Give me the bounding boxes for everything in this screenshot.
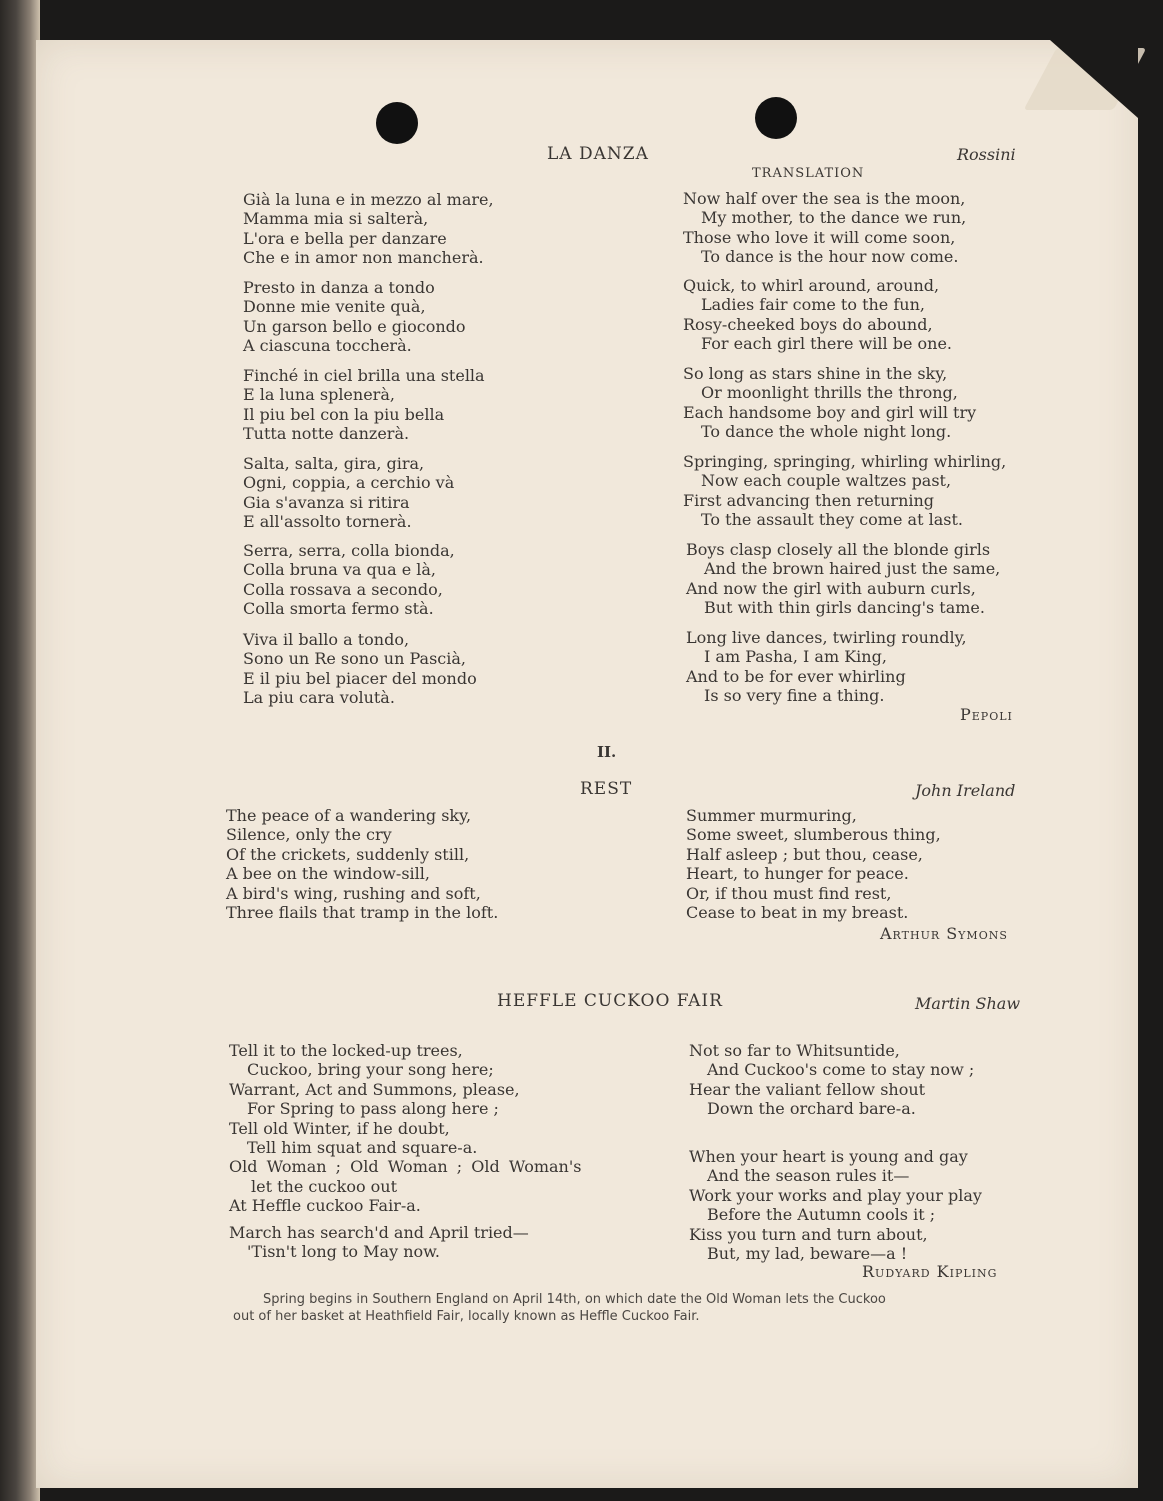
verse-line: E il piu bel piacer del mondo bbox=[243, 668, 477, 688]
verse-line: Is so very fine a thing. bbox=[704, 686, 885, 706]
verse-line: And the season rules it— bbox=[707, 1166, 910, 1186]
verse-line: E all'assolto tornerà. bbox=[243, 512, 412, 532]
verse-line: Salta, salta, gira, gira, bbox=[243, 454, 425, 473]
verse-line: Serra, serra, colla bionda, bbox=[243, 541, 455, 560]
verse-line: And the brown haired just the same, bbox=[704, 559, 1001, 579]
book-spine bbox=[0, 0, 40, 1501]
verse-line: Colla rossava a secondo, bbox=[243, 579, 443, 599]
english-stanza-5 bbox=[686, 540, 1000, 618]
verse-line: And Cuckoo's come to stay now ; bbox=[707, 1060, 975, 1080]
verse-line: Colla bruna va qua e là, bbox=[243, 560, 436, 580]
composer-john-ireland: John Ireland bbox=[915, 781, 1016, 800]
verse-line: For each girl there will be one. bbox=[701, 334, 952, 354]
rest-left-stanza bbox=[226, 806, 498, 922]
english-stanza-4 bbox=[683, 452, 1006, 530]
heffle-left-stanza-1 bbox=[229, 1041, 581, 1216]
composer-rossini: Rossini bbox=[957, 145, 1016, 164]
verse-line: E la luna splenerà, bbox=[243, 385, 395, 405]
song-title-rest: REST bbox=[580, 779, 633, 799]
footnote-line: Spring begins in Southern England on April 14th, on which date the Old Woman lets the Cuckoo bbox=[263, 1292, 886, 1307]
verse-line: Mamma mia si salterà, bbox=[243, 209, 429, 229]
verse-line: To the assault they come at last. bbox=[701, 510, 963, 530]
verse-line: Or moonlight thrills the throng, bbox=[701, 383, 958, 403]
verse-line: To dance is the hour now come. bbox=[701, 247, 959, 267]
verse-line: Il piu bel con la piu bella bbox=[243, 404, 445, 424]
song-title-la-danza: LA DANZA bbox=[547, 144, 649, 164]
verse-line: Warrant, Act and Summons, please, bbox=[229, 1079, 520, 1099]
english-stanza-1 bbox=[683, 189, 966, 267]
translation-heading: TRANSLATION bbox=[752, 166, 865, 181]
verse-line: Heart, to hunger for peace. bbox=[686, 864, 909, 884]
verse-line: A ciascuna toccherà. bbox=[243, 336, 412, 356]
verse-line: Quick, to whirl around, around, bbox=[683, 276, 940, 295]
verse-line: March has search'd and April tried— bbox=[229, 1223, 529, 1242]
italian-stanza-3 bbox=[243, 366, 485, 444]
verse-line: My mother, to the dance we run, bbox=[701, 208, 967, 228]
verse-line: Ogni, coppia, a cerchio và bbox=[243, 473, 455, 493]
verse-line: Presto in danza a tondo bbox=[243, 278, 435, 297]
punch-hole-right bbox=[755, 97, 797, 139]
composer-martin-shaw: Martin Shaw bbox=[915, 994, 1021, 1013]
poet-credit-kipling: Rudyard Kipling bbox=[862, 1262, 998, 1281]
verse-line: But, my lad, beware—a ! bbox=[707, 1244, 908, 1264]
italian-stanza-2 bbox=[243, 278, 466, 356]
english-stanza-3 bbox=[683, 364, 976, 442]
page-corner-cutout bbox=[1050, 40, 1138, 118]
rest-right-stanza bbox=[686, 806, 941, 922]
verse-line: Gia s'avanza si ritira bbox=[243, 492, 410, 512]
italian-stanza-1 bbox=[243, 190, 494, 268]
verse-line: Boys clasp closely all the blonde girls bbox=[686, 540, 991, 559]
verse-line: And to be for ever whirling bbox=[686, 666, 906, 686]
verse-line: Now each couple waltzes past, bbox=[701, 471, 952, 491]
verse-line: Finché in ciel brilla una stella bbox=[243, 366, 485, 385]
verse-line: Some sweet, slumberous thing, bbox=[686, 825, 941, 845]
verse-line: A bee on the window-sill, bbox=[226, 864, 430, 884]
verse-line: But with thin girls dancing's tame. bbox=[704, 598, 985, 618]
verse-line: Half asleep ; but thou, cease, bbox=[686, 844, 923, 864]
verse-line: Not so far to Whitsuntide, bbox=[689, 1041, 900, 1060]
translator-credit: Pepoli bbox=[960, 705, 1013, 724]
verse-line: Già la luna e in mezzo al mare, bbox=[243, 190, 494, 209]
verse-line: La piu cara volutà. bbox=[243, 688, 395, 708]
verse-line: Che e in amor non mancherà. bbox=[243, 248, 484, 268]
verse-line: Colla smorta fermo stà. bbox=[243, 599, 434, 619]
verse-line: And now the girl with auburn curls, bbox=[686, 578, 976, 598]
verse-line: At Heffle cuckoo Fair-a. bbox=[229, 1196, 421, 1216]
verse-line: Sono un Re sono un Pascià, bbox=[243, 649, 466, 669]
footnote-line: out of her basket at Heathfield Fair, locally known as Heffle Cuckoo Fair. bbox=[233, 1309, 700, 1324]
punch-hole-left bbox=[376, 102, 418, 144]
heffle-right-stanza-2 bbox=[689, 1147, 982, 1263]
verse-line: Viva il ballo a tondo, bbox=[243, 630, 410, 649]
verse-line: When your heart is young and gay bbox=[689, 1147, 968, 1166]
verse-line: Rosy-cheeked boys do abound, bbox=[683, 314, 933, 334]
verse-line: 'Tisn't long to May now. bbox=[247, 1242, 441, 1262]
heffle-right-stanza-1 bbox=[689, 1041, 974, 1119]
verse-line: let the cuckoo out bbox=[251, 1176, 398, 1196]
verse-line: Silence, only the cry bbox=[226, 825, 392, 845]
song-title-heffle: HEFFLE CUCKOO FAIR bbox=[497, 991, 723, 1011]
verse-line: Cease to beat in my breast. bbox=[686, 903, 909, 923]
verse-line: Springing, springing, whirling whirling, bbox=[683, 452, 1007, 471]
heffle-left-stanza-2 bbox=[229, 1223, 529, 1262]
italian-stanza-4 bbox=[243, 454, 454, 532]
section-number: II. bbox=[597, 743, 617, 761]
verse-line: L'ora e bella per danzare bbox=[243, 228, 447, 248]
poet-credit-symons: Arthur Symons bbox=[880, 924, 1008, 943]
verse-line: Tell him squat and square-a. bbox=[247, 1138, 478, 1158]
verse-line: Or, if thou must find rest, bbox=[686, 883, 892, 903]
verse-line: Tell it to the locked-up trees, bbox=[229, 1041, 463, 1060]
verse-line: A bird's wing, rushing and soft, bbox=[226, 883, 481, 903]
verse-line: I am Pasha, I am King, bbox=[704, 647, 887, 667]
verse-line: Before the Autumn cools it ; bbox=[707, 1205, 936, 1225]
verse-line: Each handsome boy and girl will try bbox=[683, 402, 977, 422]
verse-line: Donne mie venite quà, bbox=[243, 297, 426, 317]
english-stanza-6 bbox=[686, 628, 967, 706]
verse-line: Tutta notte danzerà. bbox=[243, 424, 410, 444]
verse-line: Kiss you turn and turn about, bbox=[689, 1224, 928, 1244]
verse-line: Summer murmuring, bbox=[686, 806, 857, 825]
verse-line: For Spring to pass along here ; bbox=[247, 1099, 499, 1119]
verse-line: Old Woman ; Old Woman ; Old Woman's bbox=[229, 1157, 582, 1177]
italian-stanza-6 bbox=[243, 630, 477, 708]
verse-line: Work your works and play your play bbox=[689, 1185, 982, 1205]
verse-line: The peace of a wandering sky, bbox=[226, 806, 472, 825]
verse-line: To dance the whole night long. bbox=[701, 422, 952, 442]
verse-line: Tell old Winter, if he doubt, bbox=[229, 1118, 450, 1138]
english-stanza-2 bbox=[683, 276, 952, 354]
verse-line: Long live dances, twirling roundly, bbox=[686, 628, 967, 647]
verse-line: Ladies fair come to the fun, bbox=[701, 295, 925, 315]
verse-line: Hear the valiant fellow shout bbox=[689, 1079, 926, 1099]
verse-line: First advancing then returning bbox=[683, 490, 935, 510]
italian-stanza-5 bbox=[243, 541, 455, 619]
verse-line: Now half over the sea is the moon, bbox=[683, 189, 966, 208]
verse-line: So long as stars shine in the sky, bbox=[683, 364, 948, 383]
verse-line: Un garson bello e giocondo bbox=[243, 316, 466, 336]
verse-line: Of the crickets, suddenly still, bbox=[226, 844, 470, 864]
verse-line: Those who love it will come soon, bbox=[683, 227, 956, 247]
verse-line: Down the orchard bare-a. bbox=[707, 1099, 916, 1119]
verse-line: Three flails that tramp in the loft. bbox=[226, 903, 499, 923]
verse-line: Cuckoo, bring your song here; bbox=[247, 1060, 494, 1080]
